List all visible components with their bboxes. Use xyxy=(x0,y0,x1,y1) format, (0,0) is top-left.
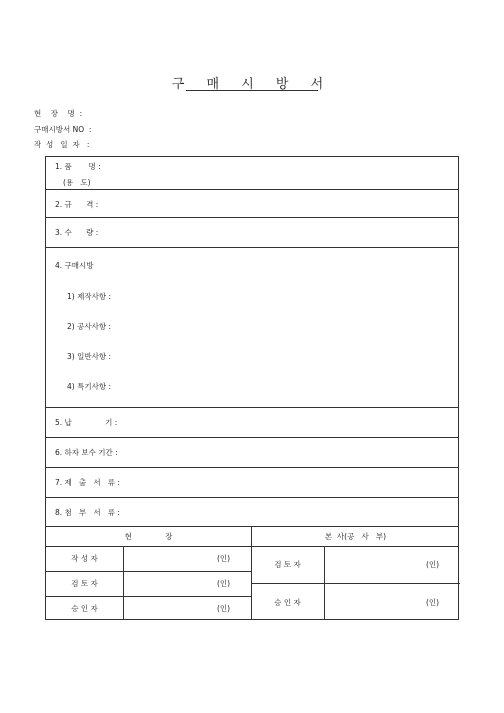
item-special-label: 4) 특기사항 : xyxy=(67,382,111,391)
item-delivery-label: 5. 납 기 : xyxy=(55,418,118,427)
item-usage-label: (용 도) xyxy=(63,178,91,187)
site-name-label: 현 장 명 : xyxy=(34,109,83,118)
site-writer-seal: (인) xyxy=(217,554,231,563)
title-underline xyxy=(186,90,318,91)
item-purchase-spec-label: 4. 구매시방 xyxy=(55,261,94,270)
item-warranty-label: 6. 하자 보수 기간 : xyxy=(55,448,118,457)
item-spec-label: 2. 규 격 : xyxy=(55,200,99,209)
site-column-divider xyxy=(123,546,124,620)
site-approval-header: 현 장 xyxy=(124,532,173,541)
row-divider xyxy=(46,189,458,190)
site-writer-label: 작 성 자 xyxy=(71,554,98,563)
spec-no-label: 구매시방서 NO : xyxy=(34,125,92,134)
hq-reviewer-label: 검 토 자 xyxy=(274,560,301,569)
site-row-divider xyxy=(46,596,251,597)
row-divider xyxy=(46,467,458,468)
item-attach-docs-label: 8. 첨 부 서 류 : xyxy=(55,508,120,517)
site-reviewer-label: 검 토 자 xyxy=(71,579,98,588)
row-divider xyxy=(46,497,458,498)
hq-row-divider xyxy=(251,583,460,584)
site-approver-seal: (인) xyxy=(217,604,231,613)
hq-approver-seal: (인) xyxy=(426,598,440,607)
row-divider xyxy=(46,247,458,248)
approval-header-divider xyxy=(46,546,458,547)
row-divider xyxy=(46,217,458,218)
document-title: 구 매 시 방 서 xyxy=(171,77,333,92)
site-reviewer-seal: (인) xyxy=(217,579,231,588)
hq-reviewer-seal: (인) xyxy=(426,560,440,569)
item-quantity-label: 3. 수 량 : xyxy=(55,228,99,237)
site-row-divider xyxy=(46,571,251,572)
date-label: 작 성 일 자 : xyxy=(34,140,90,149)
hq-approval-header: 본 사(공 사 부) xyxy=(324,532,387,541)
item-submit-docs-label: 7. 제 출 서 류 : xyxy=(55,478,120,487)
item-manufacture-label: 1) 제작사항 : xyxy=(67,292,111,301)
item-construction-label: 2) 공사사항 : xyxy=(67,322,111,331)
row-divider xyxy=(46,407,458,408)
hq-approver-label: 승 인 자 xyxy=(274,598,301,607)
item-general-label: 3) 일반사항 : xyxy=(67,352,111,361)
row-divider xyxy=(46,526,458,527)
item-name-label: 1. 품 명 : xyxy=(55,162,101,171)
spec-form-table xyxy=(45,156,459,620)
site-approver-label: 승 인 자 xyxy=(71,604,98,613)
row-divider xyxy=(46,437,458,438)
